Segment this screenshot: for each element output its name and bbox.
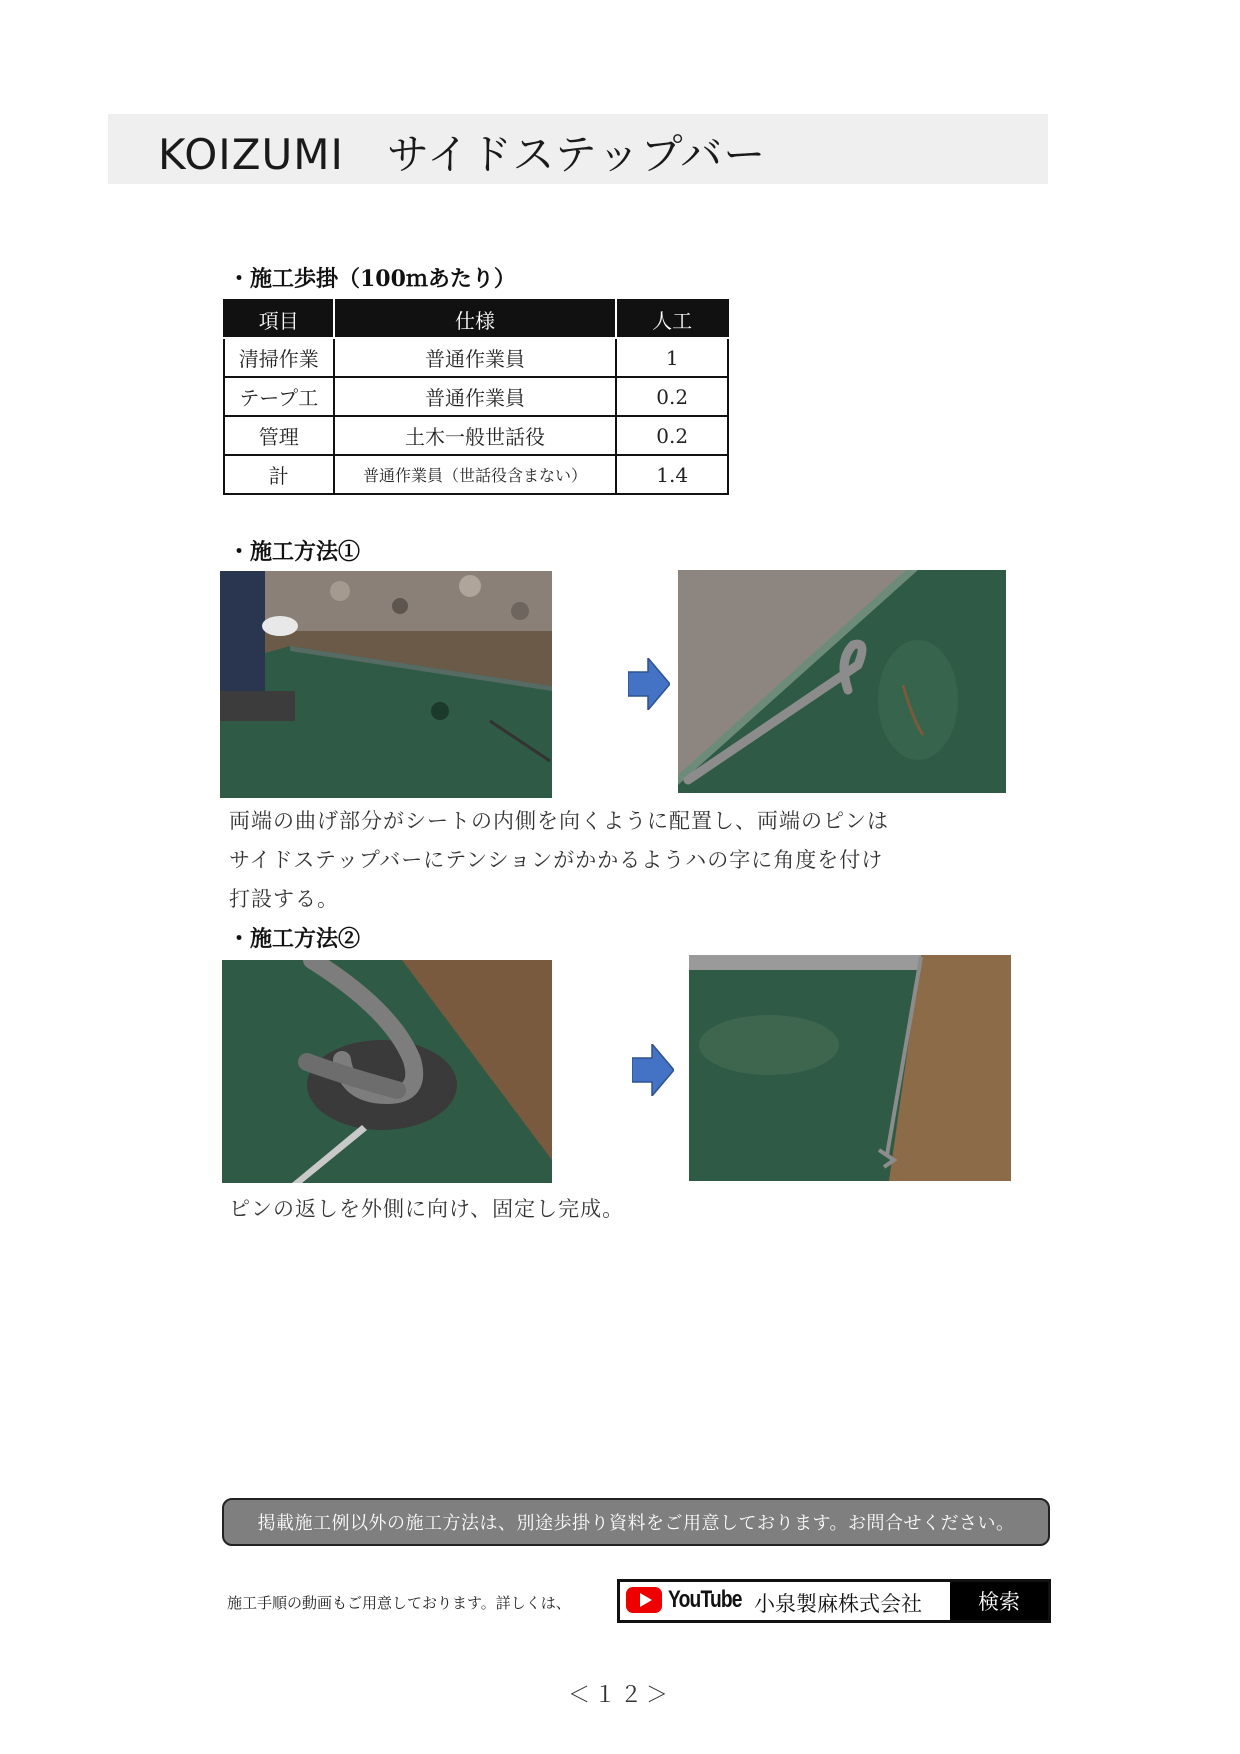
method1-photo-after [678,570,1006,793]
table-cell: 管理 [224,416,334,455]
method1-photo-before [220,571,552,798]
table-cell: 1.4 [616,455,728,494]
method1-line: 打設する。 [229,887,339,911]
table-cell: 0.2 [616,416,728,455]
method2-heading: ・施工方法② [228,926,361,952]
labor-section-heading: ・施工歩掛（100ｍあたり） [228,266,516,292]
method2-photo-before [222,960,552,1183]
method1-line: 両端の曲げ部分がシートの内側を向くように配置し、両端のピンは [229,809,889,833]
table-cell: 普通作業員（世話役含まない） [334,455,617,494]
method1-heading: ・施工方法① [228,539,361,565]
method1-description [229,802,889,919]
table-cell: 清掃作業 [224,338,334,377]
page-number: ＜１２＞ [567,1683,672,1708]
table-row [224,377,728,416]
column-header-labor: 人工 [616,300,728,338]
contact-notice: 掲載施工例以外の施工方法は、別途歩掛り資料をご用意しております。お問合せください。 [222,1498,1050,1546]
method1-arrow-icon [628,658,670,710]
table-cell: 普通作業員 [334,338,617,377]
table-cell: 0.2 [616,377,728,416]
page-title: KOIZUMI サイドステップバー [158,130,767,179]
table-header-row [224,300,728,338]
table-cell: 土木一般世話役 [334,416,617,455]
column-header-spec: 仕様 [334,300,617,338]
table-cell: 1 [616,338,728,377]
method2-description: ピンの返しを外側に向け、固定し完成。 [229,1197,625,1221]
search-query-text: 小泉製麻株式会社 [754,1592,922,1616]
video-info-text: 施工手順の動画もご用意しております。詳しくは、 [227,1594,571,1612]
labor-table [223,299,729,495]
column-header-item: 項目 [224,300,334,338]
search-button[interactable]: 検索 [950,1582,1048,1620]
table-cell: 計 [224,455,334,494]
method1-line: サイドステップバーにテンションがかかるようハの字に角度を付け [229,848,884,872]
table-row [224,416,728,455]
table-row [224,338,728,377]
title-bar [108,114,1048,184]
table-cell: テープ工 [224,377,334,416]
table-cell: 普通作業員 [334,377,617,416]
method2-arrow-icon [632,1044,674,1096]
youtube-search-box[interactable] [617,1579,1051,1623]
youtube-wordmark: YouTube [668,1586,742,1613]
youtube-logo-icon [626,1587,662,1613]
table-row [224,455,728,494]
method2-photo-after [689,955,1011,1181]
